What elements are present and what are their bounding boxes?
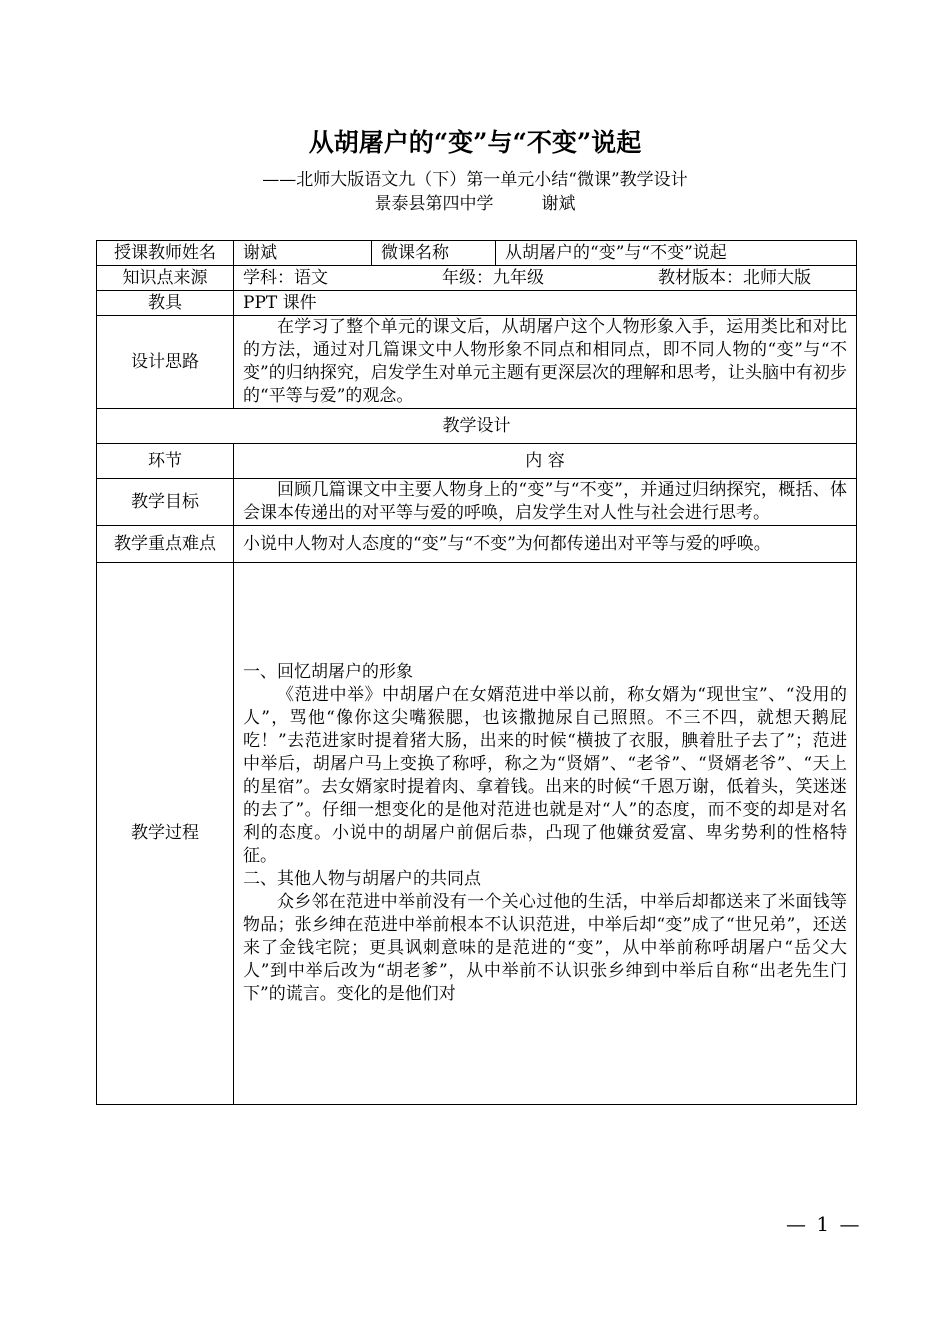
key-value: 小说中人物对人态度的“变”与“不变”为何都传递出对平等与爱的呼唤。 xyxy=(234,526,857,563)
content-header: 内 容 xyxy=(234,444,857,479)
page-number: — 1 — xyxy=(786,1212,862,1236)
goal-label: 教学目标 xyxy=(97,479,234,526)
key-row xyxy=(97,526,857,563)
teacher-value: 谢斌 xyxy=(234,241,372,266)
source-value xyxy=(234,266,857,291)
column-header-row xyxy=(97,444,857,479)
process-row xyxy=(97,563,857,1105)
teacher-label: 授课教师姓名 xyxy=(97,241,234,266)
goal-row xyxy=(97,479,857,526)
author-school: 景泰县第四中学 xyxy=(374,194,494,214)
process-content xyxy=(234,563,857,1105)
goal-cell xyxy=(234,479,857,526)
idea-value: 在学习了整个单元的课文后，从胡屠户这个人物形象入手，运用类比和对比的方法，通过对几篇课文中人物形象不同点和相同点，即不同人物的“变”与“不变”的归纳探究，启发学生对单元主题有更深层次的理解和思考，让头脑中有初步的“平等与爱”的观念。 xyxy=(243,317,847,406)
document-title: 从胡屠户的“变”与“不变”说起 xyxy=(308,128,642,157)
process-label: 教学过程 xyxy=(97,563,234,1105)
process-heading-2: 二、其他人物与胡屠户的共同点 xyxy=(243,869,481,889)
section-header-row xyxy=(97,409,857,444)
edition-text: 教材版本：北师大版 xyxy=(658,267,811,288)
author-name: 谢斌 xyxy=(541,194,576,214)
source-row xyxy=(97,266,857,291)
tools-label: 教具 xyxy=(97,291,234,316)
lesson-table xyxy=(96,240,857,1105)
course-label: 微课名称 xyxy=(372,241,496,266)
idea-row xyxy=(97,316,857,409)
process-paragraph-2: 众乡邻在范进中举前没有一个关心过他的生活，中举后却都送来了米面钱等物品；张乡绅在范进中举前根本不认识范进，中举后却“变”成了“世兄弟”，还送来了金钱宅院；更具讽刺意味的是范进的“变”，从中举前称呼胡屠户“岳父大人”到中举后改为“胡老爹”，从中举前不认识张乡绅到中举后自称“出老先生门下”的谎言。变化的是他们对 xyxy=(243,892,847,1004)
process-heading-1: 一、回忆胡屠户的形象 xyxy=(243,662,413,682)
idea-label: 设计思路 xyxy=(97,316,234,409)
stage-header: 环节 xyxy=(97,444,234,479)
idea-cell xyxy=(234,316,857,409)
course-value: 从胡屠户的“变”与“不变”说起 xyxy=(496,241,857,266)
tools-value: PPT 课件 xyxy=(234,291,857,316)
teacher-row xyxy=(97,241,857,266)
key-label: 教学重点难点 xyxy=(97,526,234,563)
source-label: 知识点来源 xyxy=(97,266,234,291)
grade-text: 年级：九年级 xyxy=(442,267,544,288)
process-paragraph-1: 《范进中举》中胡屠户在女婿范进中举以前，称女婿为“现世宝”、“没用的人”，骂他“像你这尖嘴猴腮，也该撒抛尿自己照照。不三不四，就想天鹅屁吃！”去范进家时提着猪大肠，出来的时候“横披了衣服，腆着肚子去了”；范进中举后，胡屠户马上变换了称呼，称之为“贤婿”、“老爷”、“贤婿老爷”、“天上的星宿”。去女婿家时提着肉、拿着钱。出来的时候“千恩万谢，低着头，笑迷迷的去了”。仔细一想变化的是他对范进也就是对“人”的态度，而不变的却是对名利的态度。小说中的胡屠户前倨后恭，凸现了他嫌贫爱富、卑劣势利的性格特征。 xyxy=(243,685,847,866)
author-line xyxy=(0,193,950,215)
document-subtitle: ——北师大版语文九（下）第一单元小结“微课”教学设计 xyxy=(262,170,688,190)
tools-row xyxy=(97,291,857,316)
section-header: 教学设计 xyxy=(97,409,857,444)
subject-text: 学科：语文 xyxy=(243,267,328,288)
goal-value: 回顾几篇课文中主要人物身上的“变”与“不变”，并通过归纳探究，概括、体会课本传递出的对平等与爱的呼唤，启发学生对人性与社会进行思考。 xyxy=(243,480,847,523)
